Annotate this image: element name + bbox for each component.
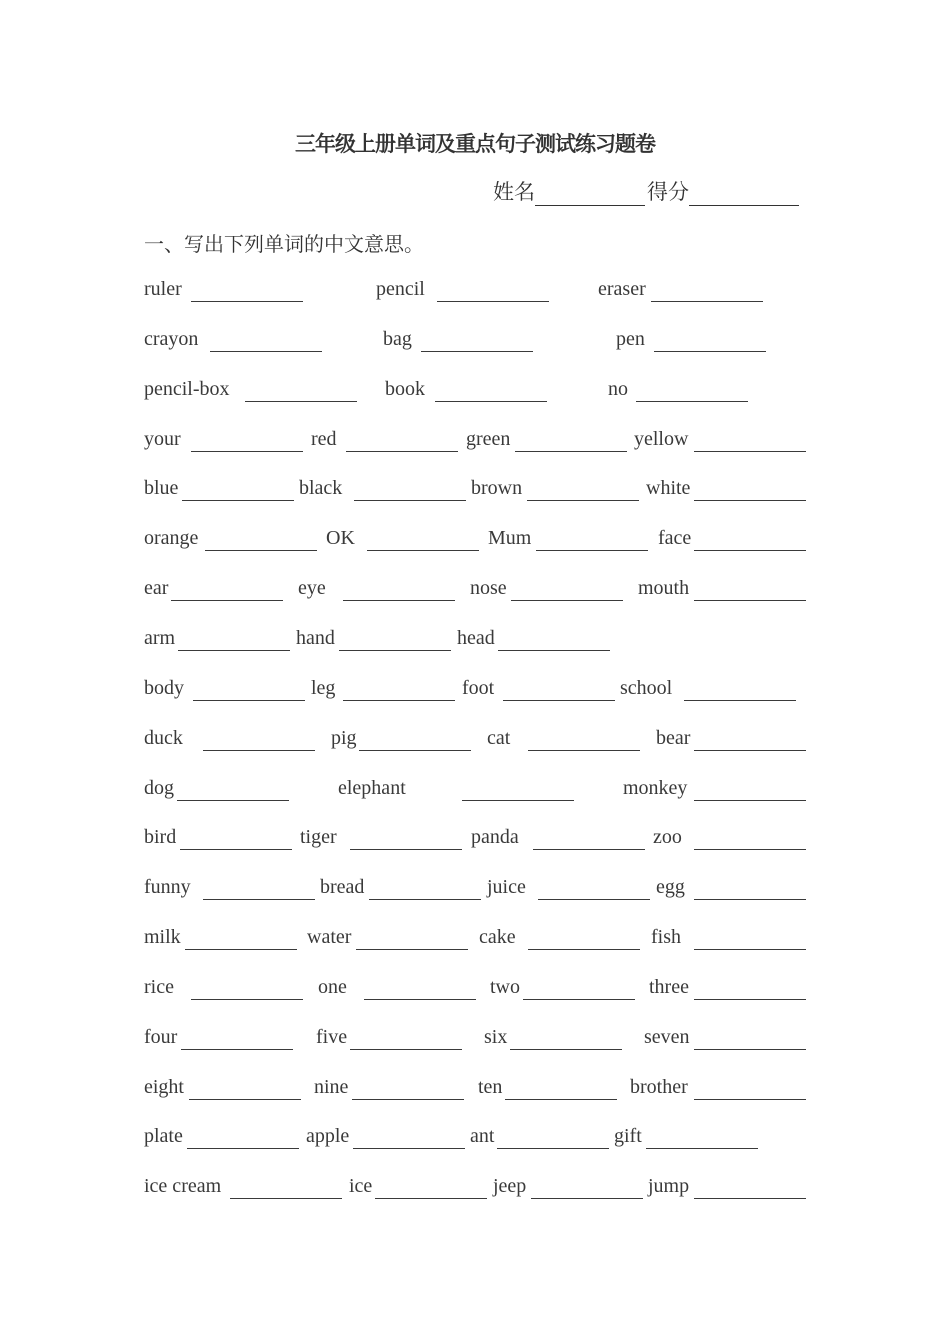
vocab-word: two: [490, 975, 520, 998]
vocab-word: six: [484, 1025, 508, 1048]
answer-blank[interactable]: [191, 301, 303, 302]
vocab-word: water: [307, 926, 352, 949]
answer-blank[interactable]: [527, 500, 639, 501]
vocab-word: eraser: [598, 278, 646, 300]
answer-blank[interactable]: [435, 401, 547, 402]
vocab-word: bread: [320, 876, 365, 899]
vocab-word: funny: [144, 876, 191, 899]
vocab-word: three: [649, 975, 689, 998]
vocab-word: tiger: [300, 826, 337, 849]
answer-blank[interactable]: [694, 899, 806, 900]
score-blank[interactable]: [689, 181, 799, 206]
answer-blank[interactable]: [350, 849, 462, 850]
answer-blank[interactable]: [230, 1198, 342, 1199]
answer-blank[interactable]: [178, 650, 290, 651]
vocab-word: cake: [479, 926, 516, 949]
answer-blank[interactable]: [684, 700, 796, 701]
answer-blank[interactable]: [191, 451, 303, 452]
answer-blank[interactable]: [193, 700, 305, 701]
answer-blank[interactable]: [171, 600, 283, 601]
name-label: 姓名: [493, 180, 535, 204]
answer-blank[interactable]: [510, 1049, 622, 1050]
vocab-word: blue: [144, 477, 179, 500]
vocab-word: yellow: [634, 427, 689, 450]
answer-blank[interactable]: [346, 451, 458, 452]
vocab-word: white: [646, 477, 691, 500]
answer-blank[interactable]: [364, 999, 476, 1000]
vocab-word: pencil-box: [144, 377, 230, 400]
vocab-word: seven: [644, 1025, 690, 1048]
vocab-word: orange: [144, 527, 199, 550]
answer-blank[interactable]: [636, 401, 748, 402]
answer-blank[interactable]: [694, 750, 806, 751]
answer-blank[interactable]: [694, 1099, 806, 1100]
vocab-word: jump: [648, 1175, 690, 1198]
answer-blank[interactable]: [369, 899, 481, 900]
vocab-word: Mum: [488, 527, 532, 550]
vocab-word: five: [316, 1025, 348, 1048]
vocab-word: foot: [462, 676, 495, 699]
answer-blank[interactable]: [339, 650, 451, 651]
answer-blank[interactable]: [503, 700, 615, 701]
vocab-word: monkey: [623, 776, 688, 799]
vocab-word: nine: [314, 1075, 349, 1098]
answer-blank[interactable]: [354, 500, 466, 501]
vocab-word: eye: [298, 577, 326, 600]
answer-blank[interactable]: [421, 351, 533, 352]
vocab-word: eight: [144, 1075, 184, 1098]
vocab-word: bear: [656, 726, 691, 749]
vocab-word: arm: [144, 626, 176, 649]
vocab-word: bird: [144, 826, 177, 849]
answer-blank[interactable]: [187, 1148, 299, 1149]
answer-blank[interactable]: [694, 550, 806, 551]
answer-blank[interactable]: [350, 1049, 462, 1050]
answer-blank[interactable]: [533, 849, 645, 850]
answer-blank[interactable]: [694, 451, 806, 452]
answer-blank[interactable]: [694, 1049, 806, 1050]
vocab-word: fish: [651, 926, 681, 949]
answer-blank[interactable]: [528, 750, 640, 751]
vocab-word: green: [466, 427, 511, 450]
vocab-word: book: [385, 377, 425, 400]
vocab-word: pencil: [376, 278, 425, 300]
answer-blank[interactable]: [180, 849, 292, 850]
vocab-word: ear: [144, 577, 169, 600]
score-label: 得分: [647, 180, 689, 204]
vocab-word: ten: [478, 1075, 503, 1098]
vocab-word: dog: [144, 776, 174, 799]
vocab-word: panda: [471, 826, 519, 849]
vocab-word: jeep: [493, 1175, 527, 1198]
answer-blank[interactable]: [694, 849, 806, 850]
answer-blank[interactable]: [375, 1198, 487, 1199]
answer-blank[interactable]: [497, 1148, 609, 1149]
vocab-word: rice: [144, 975, 174, 998]
vocab-word: ruler: [144, 278, 182, 300]
answer-blank[interactable]: [462, 800, 574, 801]
vocab-word: ice cream: [144, 1175, 222, 1198]
vocab-word: cat: [487, 726, 511, 749]
vocab-word: juice: [487, 876, 526, 899]
answer-blank[interactable]: [352, 1099, 464, 1100]
vocab-word: milk: [144, 926, 181, 949]
name-score-bar: [493, 176, 801, 206]
vocab-word: four: [144, 1025, 178, 1048]
vocab-word: plate: [144, 1125, 183, 1148]
answer-blank[interactable]: [654, 351, 766, 352]
answer-blank[interactable]: [343, 600, 455, 601]
vocab-word: black: [299, 477, 343, 500]
answer-blank[interactable]: [185, 949, 297, 950]
answer-blank[interactable]: [536, 550, 648, 551]
vocab-word: your: [144, 427, 181, 450]
answer-blank[interactable]: [538, 899, 650, 900]
vocab-word: apple: [306, 1125, 350, 1148]
answer-blank[interactable]: [694, 1198, 806, 1199]
answer-blank[interactable]: [189, 1099, 301, 1100]
answer-blank[interactable]: [191, 999, 303, 1000]
answer-blank[interactable]: [531, 1198, 643, 1199]
vocab-word: OK: [326, 527, 355, 550]
vocab-word: brown: [471, 477, 523, 500]
answer-blank[interactable]: [367, 550, 479, 551]
vocab-word: mouth: [638, 577, 690, 600]
vocab-word: red: [311, 427, 337, 450]
vocab-word: one: [318, 975, 347, 998]
answer-blank[interactable]: [498, 650, 610, 651]
vocab-word: face: [658, 527, 692, 550]
vocab-word: hand: [296, 626, 335, 649]
answer-blank[interactable]: [353, 1148, 465, 1149]
answer-blank[interactable]: [356, 949, 468, 950]
answer-blank[interactable]: [359, 750, 471, 751]
answer-blank[interactable]: [694, 999, 806, 1000]
vocab-word: school: [620, 676, 673, 699]
answer-blank[interactable]: [515, 451, 627, 452]
section-heading: 一、写出下列单词的中文意思。: [144, 232, 424, 256]
vocab-word: crayon: [144, 327, 199, 350]
vocab-word: pig: [331, 726, 357, 749]
answer-blank[interactable]: [523, 999, 635, 1000]
vocab-word: ice: [349, 1175, 373, 1198]
answer-blank[interactable]: [181, 1049, 293, 1050]
answer-blank[interactable]: [694, 600, 806, 601]
vocab-word: brother: [630, 1075, 688, 1098]
name-blank[interactable]: [535, 181, 645, 206]
answer-blank[interactable]: [694, 500, 806, 501]
vocab-word: nose: [470, 577, 507, 600]
vocab-word: egg: [656, 876, 685, 899]
answer-blank[interactable]: [646, 1148, 758, 1149]
answer-blank[interactable]: [177, 800, 289, 801]
vocab-word: body: [144, 676, 184, 699]
answer-blank[interactable]: [694, 949, 806, 950]
vocab-word: head: [457, 626, 495, 649]
page-title: 三年级上册单词及重点句子测试练习题卷: [295, 132, 655, 156]
answer-blank[interactable]: [437, 301, 549, 302]
answer-blank[interactable]: [651, 301, 763, 302]
answer-blank[interactable]: [205, 550, 317, 551]
answer-blank[interactable]: [511, 600, 623, 601]
vocab-word: pen: [616, 327, 645, 350]
answer-blank[interactable]: [528, 949, 640, 950]
answer-blank[interactable]: [182, 500, 294, 501]
vocab-word: gift: [614, 1125, 642, 1148]
answer-blank[interactable]: [343, 700, 455, 701]
vocab-word: ant: [470, 1125, 495, 1148]
vocab-word: bag: [383, 327, 412, 350]
vocab-word: duck: [144, 726, 183, 749]
answer-blank[interactable]: [245, 401, 357, 402]
answer-blank[interactable]: [694, 800, 806, 801]
vocab-word: no: [608, 377, 628, 400]
answer-blank[interactable]: [203, 899, 315, 900]
answer-blank[interactable]: [203, 750, 315, 751]
vocab-word: leg: [311, 676, 336, 699]
answer-blank[interactable]: [210, 351, 322, 352]
vocab-word: zoo: [653, 826, 682, 849]
vocab-word: elephant: [338, 776, 406, 799]
answer-blank[interactable]: [505, 1099, 617, 1100]
